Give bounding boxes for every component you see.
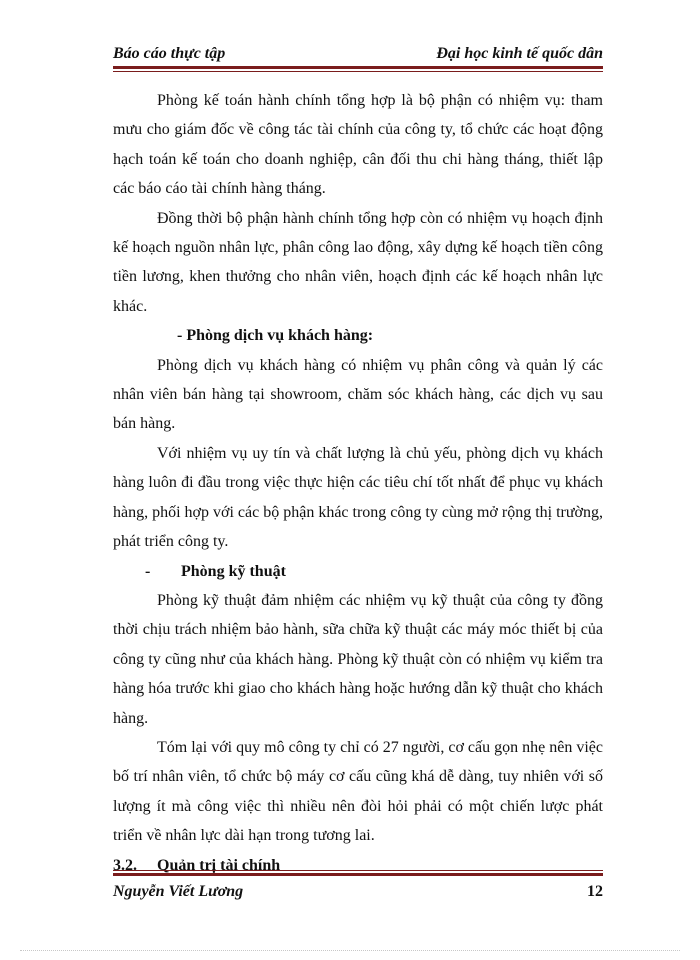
page-header (113, 44, 603, 64)
subheading-bullet: - (145, 562, 151, 580)
subheading-customer-service: - Phòng dịch vụ khách hàng: (177, 327, 374, 345)
section-title: Quản trị tài chính (157, 856, 281, 874)
footer-author: Nguyễn Viết Lương (113, 883, 244, 900)
header-university: Đại học kinh tế quốc dân (436, 45, 603, 62)
page-number: 12 (587, 883, 603, 900)
paragraph-summary: Tóm lại với quy mô công ty chỉ có 27 người, cơ cấu gọn nhẹ nên việc bố trí nhân viên, tổ chức bộ máy cơ cấu cũng khá dễ dàng, tuy nhiên với số lượng ít mà công việc thì nhiều nên đòi hỏi phải có một chiến lược phát triển về nhân lực dài hạn trong tương lai. (113, 738, 603, 845)
page-edge-dotted-line (20, 950, 680, 951)
page-footer (113, 882, 603, 902)
paragraph-technical-duties: Phòng kỹ thuật đảm nhiệm các nhiệm vụ kỹ thuật của công ty đồng thời chịu trách nhiệm bảo hành, sữa chữa kỹ thuật các máy móc thiết bị của công ty cũng như của khách hàng. Phòng kỹ thuật còn có nhiệm vụ kiểm tra hàng hóa trước khi giao cho khách hàng hoặc hướng dẫn kỹ thuật cho khách hàng. (113, 591, 603, 727)
footer-divider (113, 870, 603, 876)
header-report-title: Báo cáo thực tập (113, 45, 226, 62)
paragraph-admin-duties: Đồng thời bộ phận hành chính tổng hợp còn có nhiệm vụ hoạch định kế hoạch nguồn nhân lực, phân công lao động, xây dựng kế hoạch tiền công tiền lương, khen thưởng cho nhân viên, hoạch định các kế hoạch nhân lực khác. (113, 209, 603, 315)
paragraph-accounting-dept: Phòng kế toán hành chính tổng hợp là bộ phận có nhiệm vụ: tham mưu cho giám đốc về công tác tài chính của công ty, tổ chức các hoạt động hạch toán kế toán cho doanh nghiệp, cân đối thu chi hàng tháng, thiết lập các báo cáo tài chính hàng tháng. (113, 92, 603, 198)
paragraph-customer-service-duties: Phòng dịch vụ khách hàng có nhiệm vụ phân công và quản lý các nhân viên bán hàng tại showroom, chăm sóc khách hàng, các dịch vụ sau bán hàng. (113, 356, 603, 433)
page-body (113, 86, 603, 880)
subheading-technical-dept (113, 557, 603, 586)
paragraph-customer-service-quality: Với nhiệm vụ uy tín và chất lượng là chủ yếu, phòng dịch vụ khách hàng luôn đi đầu trong việc thực hiện các tiêu chí tốt nhất để phục vụ khách hàng, phối hợp với các bộ phận khác trong công ty cùng mở rộng thị trường, phát triển công ty. (113, 444, 603, 551)
section-number: 3.2. (113, 856, 137, 874)
header-divider (113, 66, 603, 72)
subheading-technical-label: Phòng kỹ thuật (181, 562, 286, 580)
